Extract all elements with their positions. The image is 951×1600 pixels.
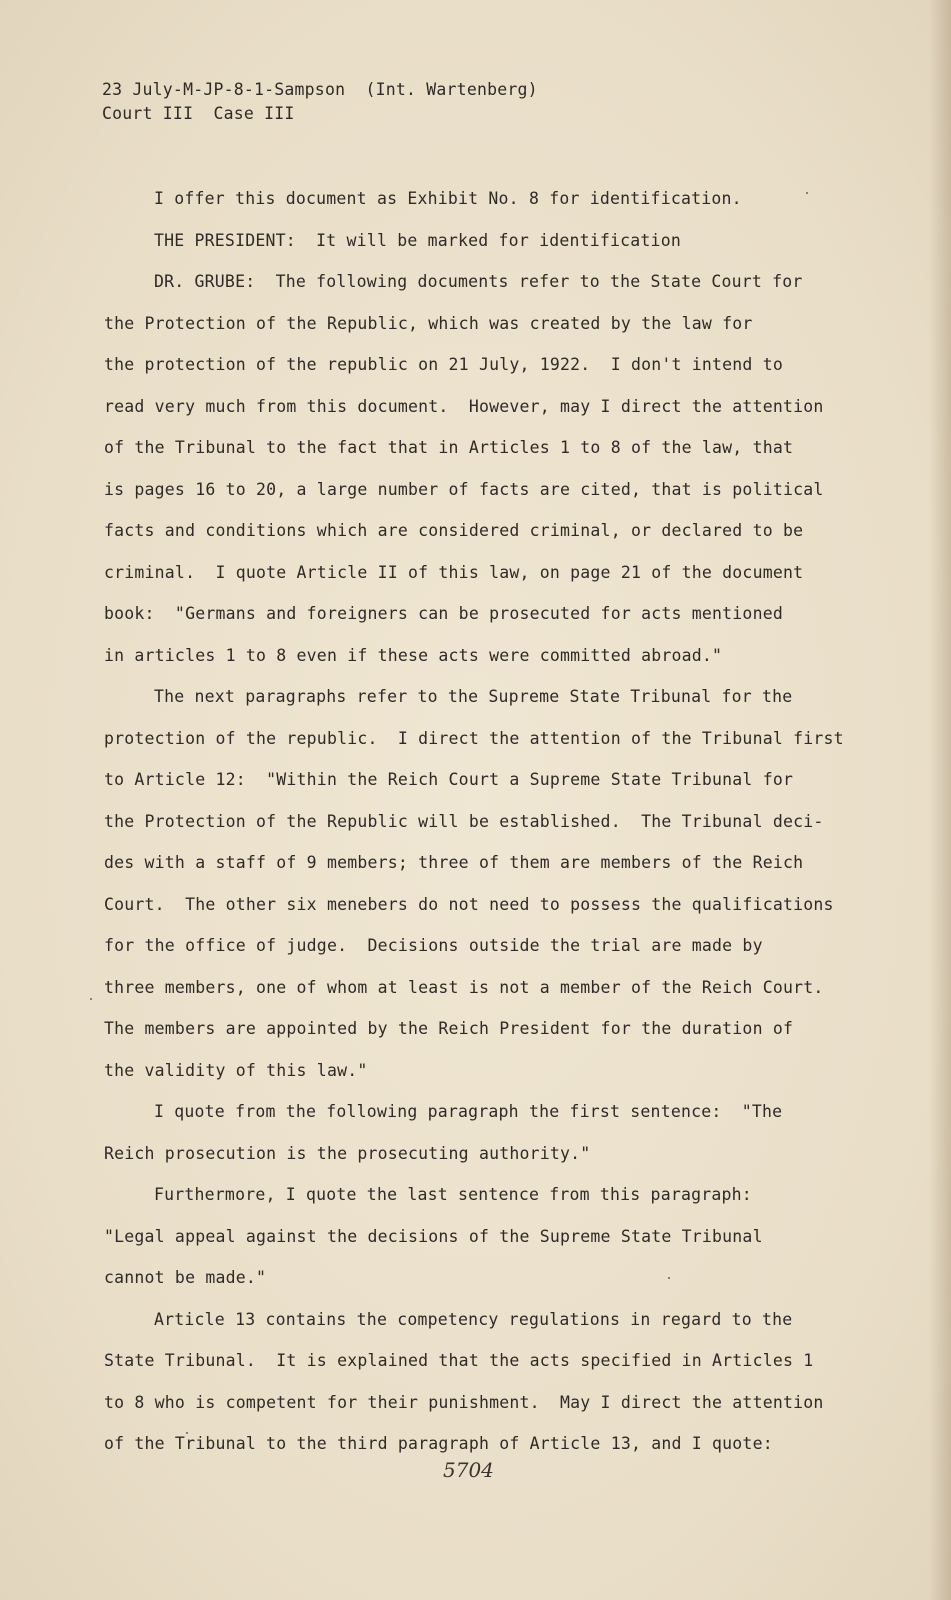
text-line: criminal. I quote Article II of this law, on page 21 of the document	[104, 562, 804, 582]
paper-speck	[668, 1277, 670, 1279]
text-line: The members are appointed by the Reich President for the duration of	[104, 1019, 794, 1038]
text-line: the protection of the republic on 21 July, 1922. I don't intend to	[104, 355, 783, 374]
text-line: for the office of judge. Decisions outside the trial are made by	[104, 936, 763, 955]
text-line: read very much from this document. However, may I direct the attention	[104, 396, 824, 416]
text-line: Furthermore, I quote the last sentence from this paragraph:	[154, 1185, 752, 1204]
text-line: "Legal appeal against the decisions of the Supreme State Tribunal	[104, 1226, 763, 1246]
header-line-2: Court III Case III	[102, 104, 295, 123]
header-line-1: 23 July-M-JP-8-1-Sampson (Int. Wartenberg)	[102, 80, 538, 99]
paper-speck	[806, 192, 808, 194]
text-line: des with a staff of 9 members; three of them are members of the Reich	[104, 853, 804, 872]
text-line: State Tribunal. It is explained that the acts specified in Articles 1	[104, 1351, 814, 1370]
text-line: DR. GRUBE: The following documents refer to the State Court for	[154, 272, 803, 291]
text-line: Court. The other six menebers do not need to possess the qualifications	[104, 894, 834, 914]
transcript-body	[104, 178, 864, 1465]
document-header	[102, 78, 538, 126]
text-line: three members, one of whom at least is not a member of the Reich Court.	[104, 977, 824, 997]
paper-speck	[186, 1432, 188, 1434]
text-line: THE PRESIDENT: It will be marked for identification	[154, 230, 681, 250]
text-line: Reich prosecution is the prosecuting authority."	[104, 1143, 591, 1163]
text-line: to 8 who is competent for their punishment. May I direct the attention	[104, 1392, 824, 1412]
text-line: protection of the republic. I direct the attention of the Tribunal first	[104, 728, 844, 748]
page-number: 5704	[443, 1458, 494, 1482]
text-line: of the Tribunal to the third paragraph of Article 13, and I quote:	[104, 1434, 773, 1453]
text-line: book: "Germans and foreigners can be prosecuted for acts mentioned	[104, 604, 783, 623]
text-line: in articles 1 to 8 even if these acts were committed abroad."	[104, 645, 723, 665]
text-line: I quote from the following paragraph the first sentence: "The	[154, 1102, 783, 1121]
text-line: to Article 12: "Within the Reich Court a Supreme State Tribunal for	[104, 770, 794, 789]
page-edge-shadow	[929, 0, 951, 1600]
text-line: I offer this document as Exhibit No. 8 for identification.	[154, 189, 742, 208]
text-line: the Protection of the Republic, which was created by the law for	[104, 313, 753, 333]
text-line: is pages 16 to 20, a large number of facts are cited, that is political	[104, 479, 824, 499]
text-line: the validity of this law."	[104, 1060, 368, 1080]
text-line: the Protection of the Republic will be established. The Tribunal deci-	[104, 811, 824, 831]
text-line: The next paragraphs refer to the Supreme State Tribunal for the	[154, 687, 793, 706]
paper-speck	[90, 998, 92, 1000]
text-line: cannot be made."	[104, 1268, 267, 1287]
text-line: facts and conditions which are considered criminal, or declared to be	[104, 521, 804, 540]
text-line: of the Tribunal to the fact that in Articles 1 to 8 of the law, that	[104, 438, 794, 457]
text-line: Article 13 contains the competency regulations in regard to the	[154, 1309, 793, 1329]
